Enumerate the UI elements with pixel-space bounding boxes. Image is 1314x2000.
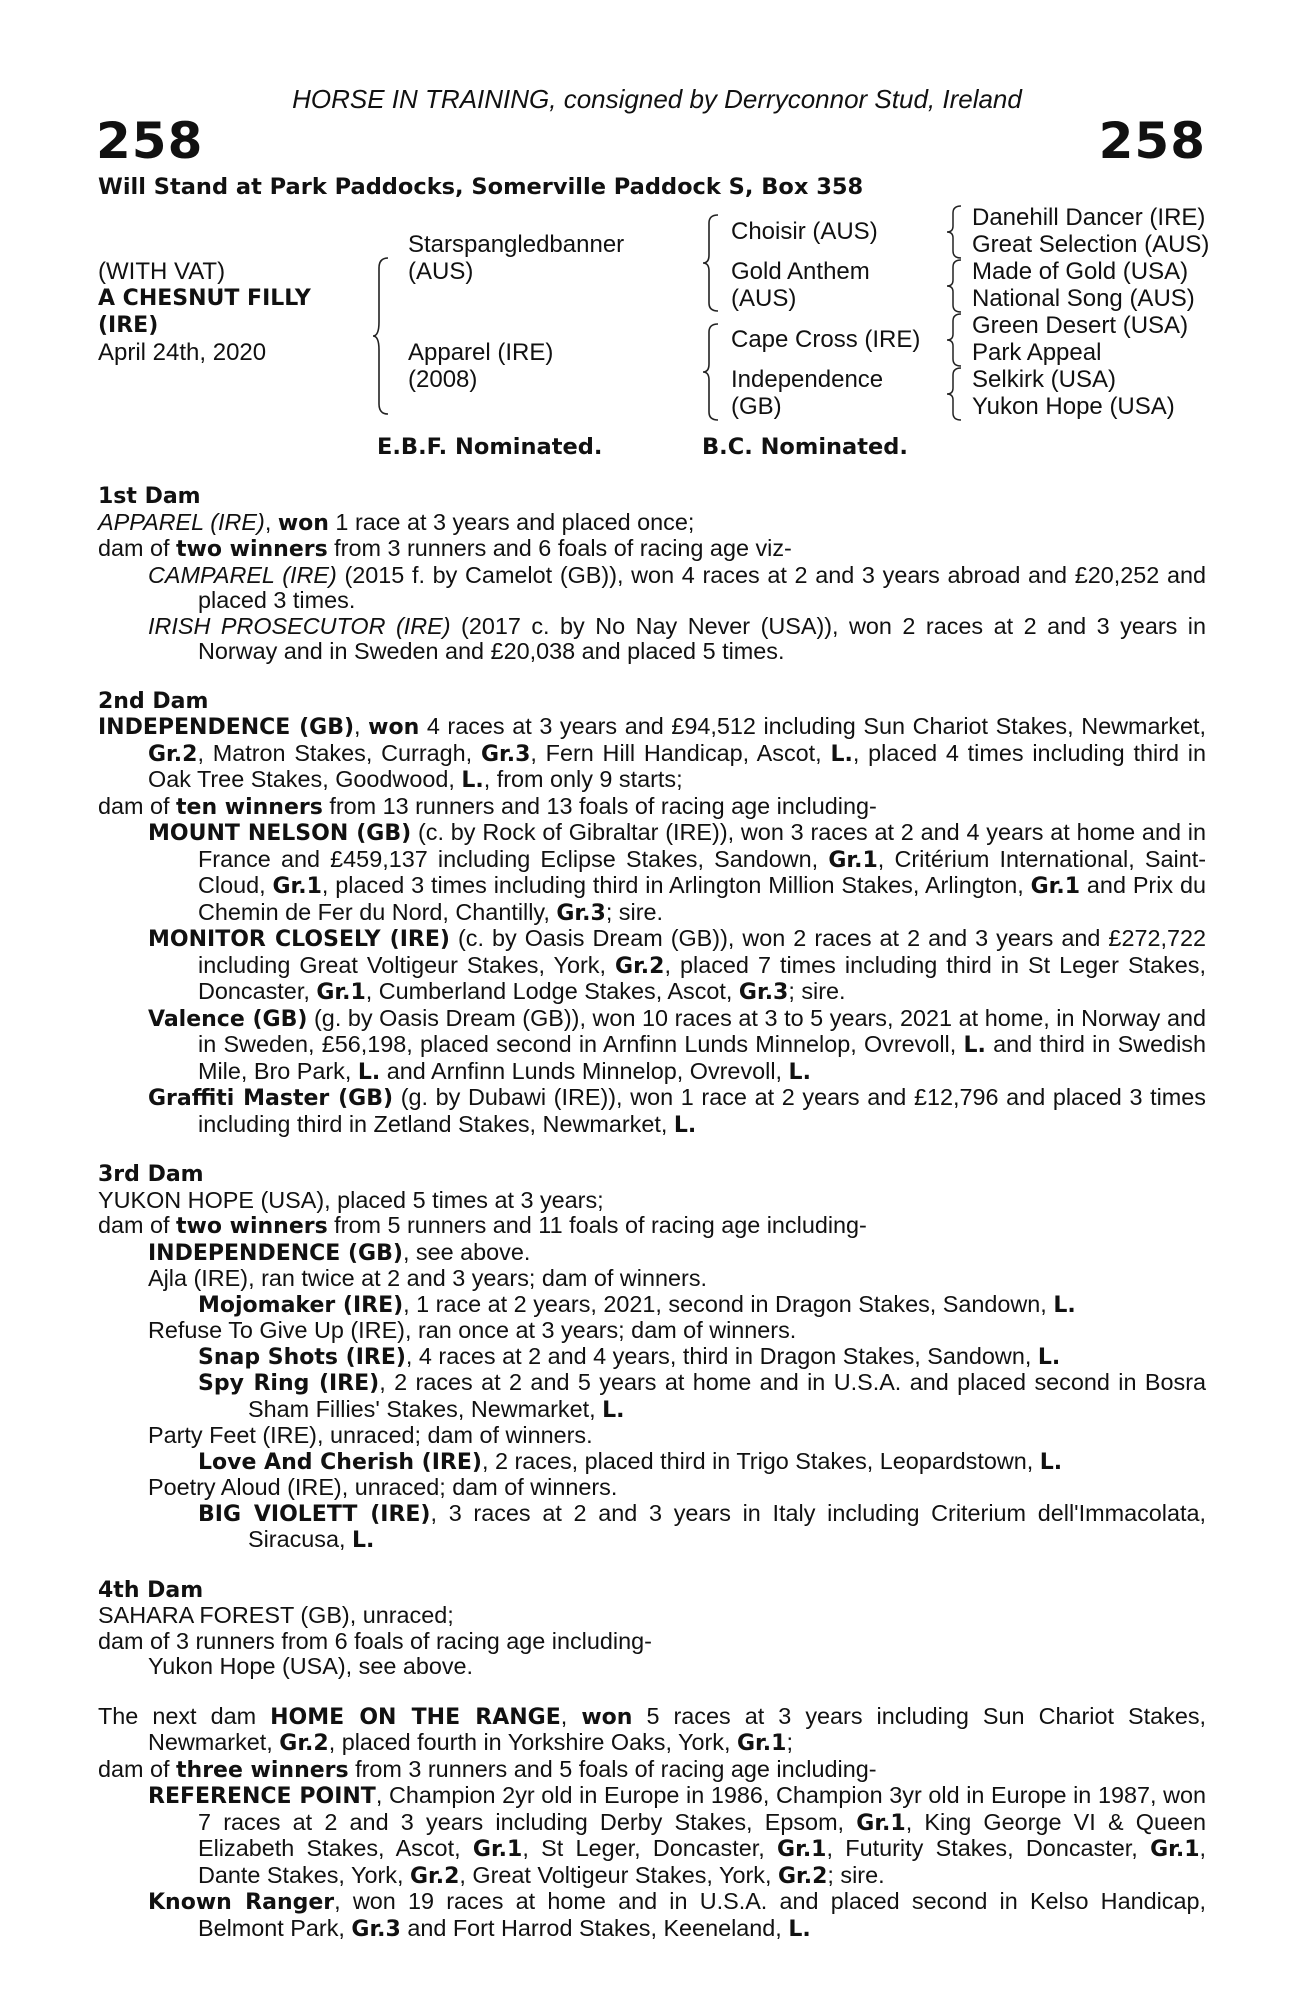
pedigree-brace-dd — [946, 366, 964, 422]
ancestor-sdd: National Song (AUS) — [972, 285, 1195, 312]
lot-number-left: 258 — [96, 112, 204, 170]
ebf-nominated: E.B.F. Nominated. — [377, 434, 603, 460]
dam-record: INDEPENDENCE (GB), won 4 races at 3 years and £94,512 including Sun Chariot Stakes, Newmarket, Gr.2, Matron Stakes, Curragh, Gr.3, Fern Hill Handicap, Ascot, L., placed 4 times including third in Oak Tree Stakes, Goodwood, L., from only 9 starts; — [98, 713, 1206, 793]
produce-entry: Known Ranger, won 19 races at home and in U.S.A. and placed second in Kelso Handicap, Belmont Park, Gr.3 and Fort Harrod Stakes, Keeneland, L. — [148, 1888, 1206, 1942]
section-heading: 3rd Dam — [98, 1162, 204, 1187]
produce-entry: Valence (GB) (g. by Oasis Dream (GB)), won 10 races at 3 to 5 years, 2021 at home, in Norway and in Sweden, £56,198, placed second in Arnfinn Lunds Minnelop, Ovrevoll, L. and third in Swedish Mile, Bro Park, L. and Arnfinn Lunds Minnelop, Ovrevoll, L. — [148, 1004, 1206, 1085]
dam-record: The next dam HOME ON THE RANGE, won 5 races at 3 years including Sun Chariot Stakes, Newmarket, Gr.2, placed fourth in Yorkshire Oaks, York, Gr.1; — [98, 1702, 1207, 1756]
produce-entry: MOUNT NELSON (GB) (c. by Rock of Gibraltar (IRE)), won 3 races at 2 and 4 years at home and in France and £459,137 including Eclipse Stakes, Sandown, Gr.1, Critérium International, Saint-Cloud, Gr.1, placed 3 times including third in Arlington Million Stakes, Arlington, Gr.1 and Prix du Chemin de Fer du Nord, Chantilly, Gr.3; sire. — [148, 819, 1206, 926]
dam-year: (2008) — [408, 366, 478, 393]
grand-produce-entry: BIG VIOLETT (IRE), 3 races at 2 and 3 years in Italy including Criterium dell'Immacolata, Siracusa, L. — [198, 1499, 1206, 1553]
produce-entry: Graffiti Master (GB) (g. by Dubawi (IRE)), won 1 race at 2 years and £12,796 and placed 3 times including third in Zetland Stakes, Newmarket, L. — [148, 1084, 1206, 1138]
pedigree-brace-dam — [702, 322, 722, 422]
second-dam-section — [98, 689, 1206, 1139]
ancestor-sds: Made of Gold (USA) — [972, 258, 1189, 285]
ancestor-ddd: Yukon Hope (USA) — [972, 393, 1175, 420]
grand-produce-entry: Snap Shots (IRE), 4 races at 2 and 4 years, third in Dragon Stakes, Sandown, L. — [198, 1342, 1061, 1370]
foaling-date: April 24th, 2020 — [98, 339, 267, 366]
dam-produce-summary: dam of three winners from 3 runners and 5 foals of racing age including- — [98, 1755, 877, 1783]
dam-produce-summary: dam of two winners from 5 runners and 11 foals of racing age including- — [98, 1212, 867, 1239]
section-heading: 4th Dam — [98, 1577, 204, 1603]
dam-name: Apparel (IRE) — [408, 339, 554, 366]
section-heading: 2nd Dam — [98, 688, 209, 714]
first-dam-section — [98, 484, 1206, 665]
pedigree-brace-lot — [372, 256, 392, 416]
produce-entry: MONITOR CLOSELY (IRE) (c. by Oasis Dream (GB)), won 2 races at 2 and 3 years and £272,722 including Great Voltigeur Stakes, York, Gr.2, placed 7 times including third in St Leger Stakes, Doncaster, Gr.1, Cumberland Lodge Stakes, Ascot, Gr.3; sire. — [148, 925, 1206, 1005]
ancestor-dsd: Park Appeal — [972, 339, 1102, 366]
pedigree-brace-ds — [946, 312, 964, 368]
sire-dam-country: (AUS) — [731, 285, 797, 312]
dam-record: YUKON HOPE (USA), placed 5 times at 3 years; — [98, 1186, 604, 1213]
ancestor-ssd: Great Selection (AUS) — [972, 231, 1210, 258]
dam-record: APPAREL (IRE), won 1 race at 3 years and placed once; — [98, 508, 695, 536]
pedigree-brace-sd — [946, 258, 964, 314]
produce-entry: Poetry Aloud (IRE), unraced; dam of winners. — [148, 1474, 618, 1500]
grand-produce-entry: Spy Ring (IRE), 2 races at 2 and 5 years at home and in U.S.A. and placed second in Bosra Sham Fillies' Stakes, Newmarket, L. — [198, 1369, 1206, 1423]
dam-record: SAHARA FOREST (GB), unraced; — [98, 1602, 454, 1628]
bc-nominated: B.C. Nominated. — [702, 434, 908, 460]
ancestor-sss: Danehill Dancer (IRE) — [972, 204, 1206, 231]
produce-entry: Ajla (IRE), ran twice at 2 and 3 years; dam of winners. — [148, 1265, 708, 1291]
stabling-line: Will Stand at Park Paddocks, Somerville Paddock S, Box 358 — [98, 174, 864, 200]
lot-name-country: (IRE) — [98, 313, 159, 338]
dam-produce-summary: dam of two winners from 3 runners and 6 foals of racing age viz- — [98, 535, 792, 562]
section-heading: 1st Dam — [98, 484, 201, 509]
produce-record — [98, 484, 1206, 1966]
produce-entry: Yukon Hope (USA), see above. — [148, 1653, 474, 1679]
lot-name: A CHESNUT FILLY — [98, 286, 311, 311]
grand-produce-entry: Love And Cherish (IRE), 2 races, placed third in Trigo Stakes, Leopardstown, L. — [198, 1447, 1063, 1475]
consignor-line: HORSE IN TRAINING, consigned by Derryconnor Stud, Ireland — [292, 84, 1022, 114]
sire-sire: Choisir (AUS) — [731, 218, 878, 245]
pedigree-brace-ss — [946, 204, 964, 260]
dam-produce-summary: dam of ten winners from 13 runners and 13 foals of racing age including- — [98, 792, 877, 820]
fourth-dam-section — [98, 1578, 1206, 1680]
lot-number-right: 258 — [1098, 112, 1206, 170]
ancestor-dds: Selkirk (USA) — [972, 366, 1117, 393]
produce-entry: INDEPENDENCE (GB), see above. — [148, 1238, 531, 1266]
vat-note: (WITH VAT) — [98, 258, 226, 285]
pedigree-brace-sire — [702, 213, 722, 313]
dam-dam: Independence — [731, 366, 884, 393]
produce-entry: CAMPAREL (IRE) (2015 f. by Camelot (GB)), won 4 races at 2 and 3 years abroad and £20,252 and placed 3 times. — [148, 561, 1206, 613]
dam-produce-summary: dam of 3 runners from 6 foals of racing age including- — [98, 1627, 652, 1654]
sire-country: (AUS) — [408, 258, 474, 285]
sire-name: Starspangledbanner — [408, 231, 625, 258]
dam-sire: Cape Cross (IRE) — [731, 326, 921, 353]
produce-entry: Party Feet (IRE), unraced; dam of winners. — [148, 1422, 593, 1448]
produce-entry: IRISH PROSECUTOR (IRE) (2017 c. by No Nay Never (USA)), won 2 races at 2 and 3 years in Norway and in Sweden and £20,038 and placed 5 times. — [148, 612, 1207, 664]
produce-entry: Refuse To Give Up (IRE), ran once at 3 years; dam of winners. — [148, 1317, 797, 1343]
produce-entry: REFERENCE POINT, Champion 2yr old in Europe in 1986, Champion 3yr old in Europe in 1987, won 7 races at 2 and 3 years including Derby Stakes, Epsom, Gr.1, King George VI & Queen Elizabeth Stakes, Ascot, Gr.1, St Leger, Doncaster, Gr.1, Futurity Stakes, Doncaster, Gr.1, Dante Stakes, York, Gr.2, Great Voltigeur Stakes, York, Gr.2; sire. — [148, 1782, 1207, 1889]
sire-dam: Gold Anthem — [731, 258, 870, 285]
ancestor-dss: Green Desert (USA) — [972, 312, 1189, 339]
dam-dam-country: (GB) — [731, 393, 782, 420]
third-dam-section — [98, 1162, 1206, 1554]
grand-produce-entry: Mojomaker (IRE), 1 race at 2 years, 2021, second in Dragon Stakes, Sandown, L. — [198, 1290, 1076, 1318]
next-dam-section — [98, 1704, 1206, 1943]
